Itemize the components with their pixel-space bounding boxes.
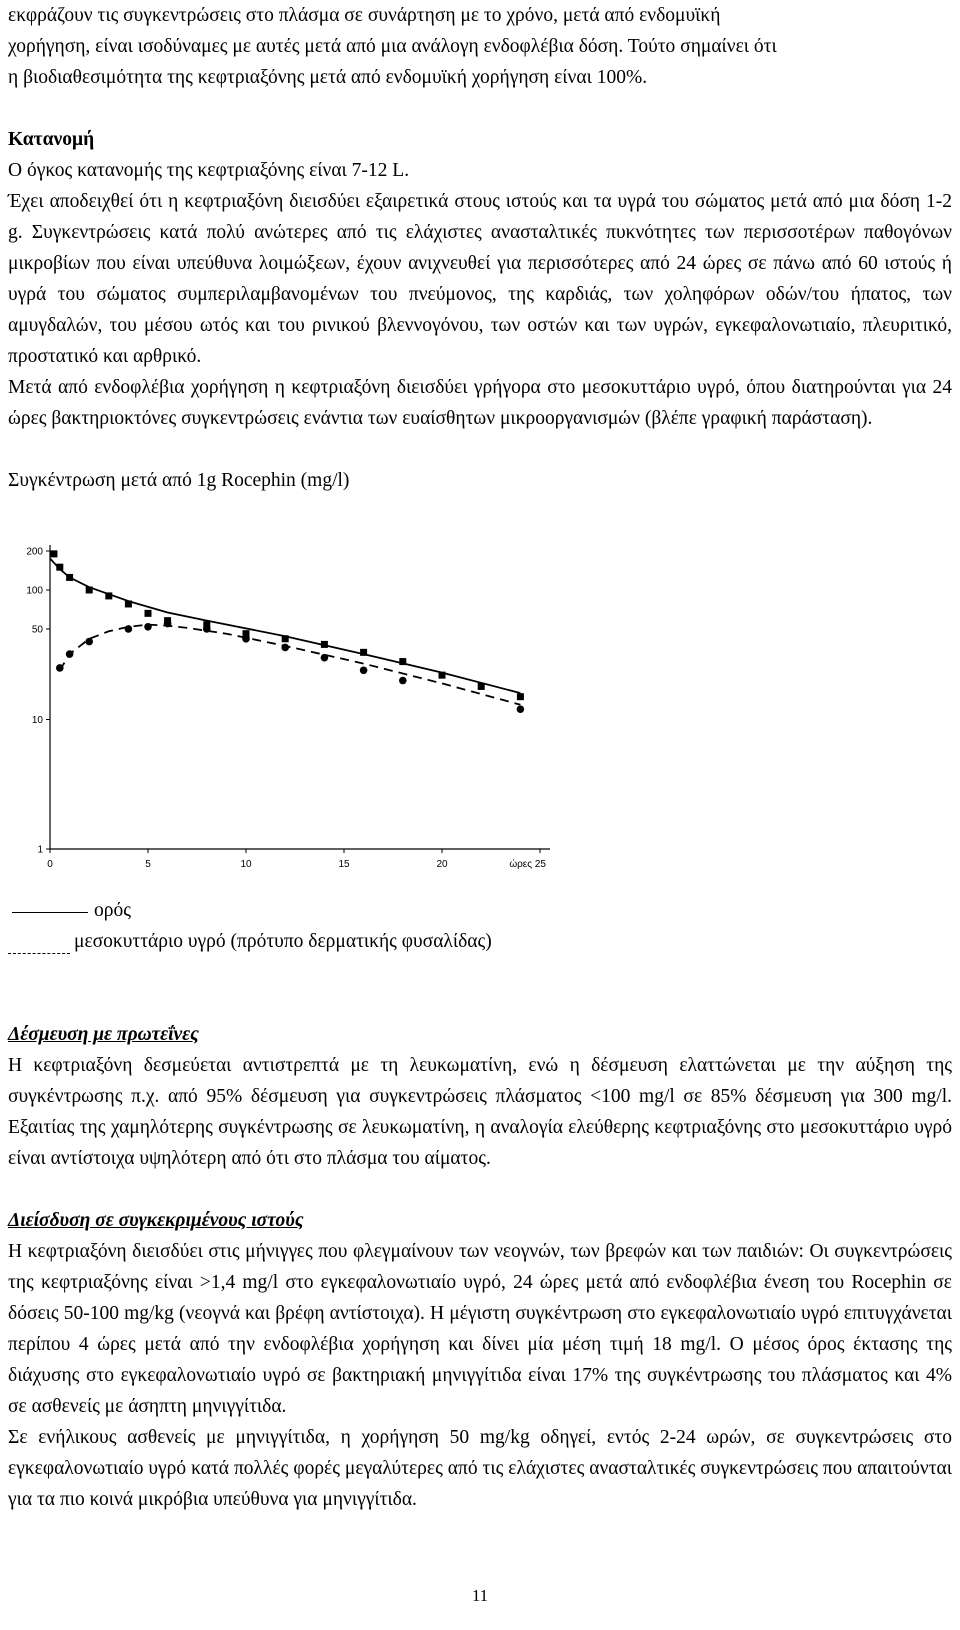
interstitial-data-point: [85, 638, 93, 646]
intro-line-3: η βιοδιαθεσιμότητα της κεφτριαξόνης μετά από ενδομυϊκή χορήγηση είναι 100%.: [8, 67, 648, 88]
legend-interstitial-label: μεσοκυττάριο υγρό (πρότυπο δερματικής φυσαλίδας): [74, 931, 492, 952]
distribution-volume: Ο όγκος κατανομής της κεφτριαξόνης είναι 7-12 L.: [8, 160, 410, 181]
serum-data-point: [439, 672, 446, 679]
interstitial-data-point: [66, 650, 74, 658]
interstitial-data-point: [360, 666, 368, 674]
interstitial-data-point: [242, 635, 250, 643]
y-tick-label: 50: [31, 624, 43, 636]
serum-data-point: [86, 586, 93, 593]
y-tick-label: 1: [37, 844, 43, 856]
interstitial-data-point: [125, 625, 133, 633]
page-number: 11: [471, 1586, 489, 1605]
protein-binding-heading: Δέσμευση με πρωτεΐνες: [8, 1024, 199, 1045]
interstitial-data-point: [517, 705, 525, 713]
intro-line-1: εκφράζουν τις συγκεντρώσεις στο πλάσμα σε συνάρτηση με το χρόνο, μετά από ενδομυϊκή: [8, 5, 721, 26]
legend-solid-line: [12, 912, 88, 913]
serum-data-point: [517, 693, 524, 700]
x-tick-label: 15: [338, 859, 350, 870]
serum-data-point: [399, 658, 406, 665]
x-tick-label: 20: [436, 859, 448, 870]
distribution-heading: Κατανομή: [8, 129, 95, 150]
serum-fit-line: [50, 559, 520, 694]
intro-line-2: χορήγηση, είναι ισοδύναμες με αυτές μετά από μια ανάλογη ενδοφλέβια δόση. Τούτο σημαίνει ότι: [8, 36, 777, 57]
serum-data-point: [321, 641, 328, 648]
tissue-penetration-heading: Διείσδυση σε συγκεκριμένους ιστούς: [8, 1210, 304, 1231]
tissue-paragraph-1: Η κεφτριαξόνη διεισδύει στις μήνιγγες που φλεγμαίνουν των νεογνών, των βρεφών και των παιδιών: Οι συγκεντρώσεις της κεφτριαξόνης είναι >1,4 mg/l στο εγκεφαλονωτιαίο υγρό, 24 ώρες μετά από ενδοφλέβια ένεση του Rocephin σε δόσεις 50-100 mg/kg (νεογνά και βρέφη αντίστοιχα). Η μέγιστη συγκέντρωση στο εγκεφαλονωτιαίο υγρό επιτυγχάνεται περίπου 4 ώρες μετά από την ενδοφλέβια χορήγηση και δίνει μία μέση τιμή 18 mg/l. Ο μέσος όρος έκτασης της διάχυσης στο εγκεφαλονωτιαίο υγρό σε βακτηριακή μηνιγγίτιδα είναι 17% της συγκέντρωσης του πλάσματος και 4% σε ασθενείς με άσηπτη μηνιγγίτιδα.: [8, 1241, 952, 1417]
x-tick-label: 5: [145, 859, 151, 870]
x-tick-label: 0: [47, 859, 53, 870]
interstitial-data-point: [164, 620, 172, 628]
distribution-paragraph-1: Έχει αποδειχθεί ότι η κεφτριαξόνη διεισδύει εξαιρετικά στους ιστούς και τα υγρά του σώματος μετά από μια δόση 1-2 g. Συγκεντρώσεις κατά πολύ ανώτερες από τις ελάχιστες ανασταλτικές πυκνότητες των περισσοτέρων παθογόνων μικροβίων που είναι υπεύθυνα λοιμώξεων, έχουν ανιχνευθεί για περισσότερες από 24 ώρες σε πάνω από 60 ιστούς ή υγρά του σώματος συμπεριλαμβανομένων του πνεύμονος, της καρδιάς, των χοληφόρων οδών/του ήπατος, των αμυγδαλών, του μέσου ωτός και του ρινικού βλεννογόνου, των οστών και των υγρών, εγκεφαλονωτιαίο, πλευριτικό, προστατικό και αρθρικό.: [8, 191, 952, 367]
x-tick-label: ώρες 25: [509, 859, 546, 870]
serum-data-point: [50, 550, 57, 557]
document-page: [8, 0, 952, 1605]
legend-serum: [8, 895, 952, 926]
chart-caption: Συγκέντρωση μετά από 1g Rocephin (mg/l): [8, 470, 350, 491]
protein-binding-paragraph: Η κεφτριαξόνη δεσμεύεται αντιστρεπτά με τη λευκωματίνη, ενώ η δέσμευση ελαττώνεται με την αύξηση της συγκέντρωσης π.χ. από 95% δέσμευση για συγκεντρώσεις πλάσματος <100 mg/l σε 85% δέσμευση για 300 mg/l. Εξαιτίας της χαμηλότερης συγκέντρωσης σε λευκωματίνη, η αναλογία ελεύθερης κεφτριαξόνης στο μεσοκυττάριο υγρό είναι αντίστοιχα υψηλότερη από ότι στο πλάσμα του αίματος.: [8, 1055, 952, 1169]
interstitial-data-point: [399, 677, 407, 685]
legend-interstitial: [8, 926, 952, 957]
interstitial-data-point: [144, 623, 152, 631]
serum-data-point: [478, 683, 485, 690]
serum-data-point: [145, 610, 152, 617]
serum-data-point: [56, 564, 63, 571]
concentration-chart: [0, 539, 560, 889]
serum-data-point: [360, 649, 367, 656]
tissue-paragraph-2: Σε ενήλικους ασθενείς με μηνιγγίτιδα, η χορήγηση 50 mg/kg οδηγεί, εντός 2-24 ωρών, σε συγκεντρώσεις στο εγκεφαλονωτιαίο υγρό κατά πολλές φορές μεγαλύτερες από τις ελάχιστες ανασταλτικές συγκεντρώσεις που απαιτούνται για τα πιο κοινά μικρόβια υπεύθυνα για μηνιγγίτιδα.: [8, 1427, 952, 1510]
interstitial-data-point: [281, 644, 289, 652]
serum-data-point: [66, 574, 73, 581]
serum-data-point: [125, 600, 132, 607]
legend-dashed-line: [8, 953, 70, 954]
legend-serum-label: ορός: [94, 900, 131, 921]
serum-data-point: [282, 635, 289, 642]
interstitial-data-point: [321, 654, 329, 662]
y-tick-label: 10: [31, 714, 43, 726]
concentration-chart-svg: [0, 539, 560, 889]
x-tick-label: 10: [240, 859, 252, 870]
y-tick-label: 100: [26, 585, 43, 597]
serum-data-point: [105, 592, 112, 599]
interstitial-data-point: [203, 625, 211, 633]
y-tick-label: 200: [26, 546, 43, 558]
interstitial-data-point: [56, 664, 64, 672]
distribution-paragraph-2: Μετά από ενδοφλέβια χορήγηση η κεφτριαξόνη διεισδύει γρήγορα στο μεσοκυττάριο υγρό, όπου διατηρούνται για 24 ώρες βακτηριοκτόνες συγκεντρώσεις ενάντια των ευαίσθητων μικροοργανισμών (βλέπε γραφική παράσταση).: [8, 377, 952, 429]
